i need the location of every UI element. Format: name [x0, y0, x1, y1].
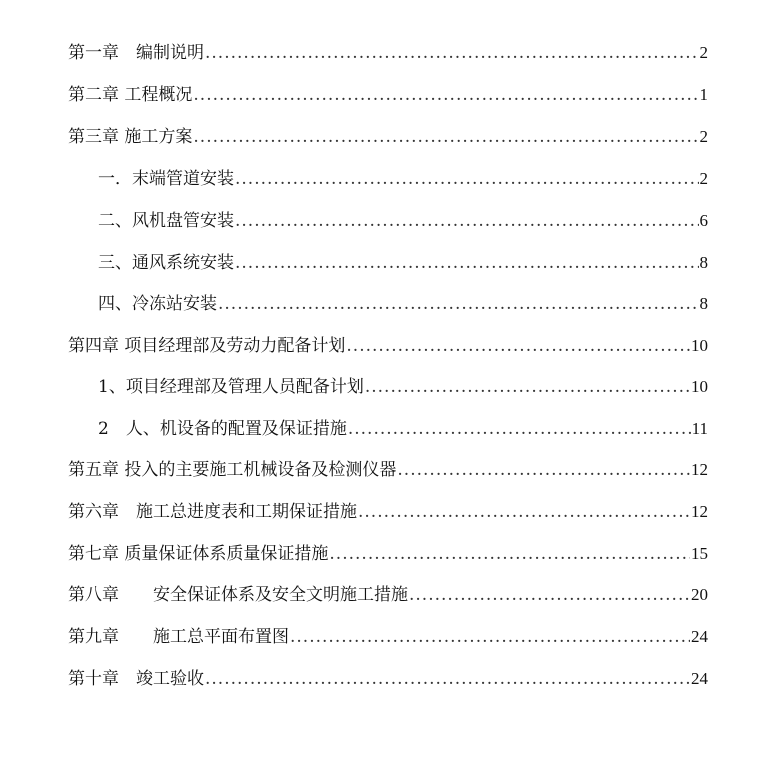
toc-entry[interactable]	[98, 293, 708, 315]
toc-entry-label: 第二章 工程概况	[68, 85, 193, 105]
toc-entry-page: 8	[699, 253, 708, 272]
toc-entry[interactable]	[68, 584, 708, 606]
toc-entry-label: 第一章 编制说明	[68, 43, 204, 63]
toc-entry[interactable]	[68, 126, 708, 148]
toc-entry[interactable]	[98, 168, 708, 190]
toc-entry-label: 第九章 施工总平面布置图	[68, 627, 289, 647]
toc-entry[interactable]	[68, 335, 708, 357]
toc-entry-page: 12	[691, 502, 708, 521]
toc-entry-page: 8	[699, 294, 708, 313]
toc-entry[interactable]	[68, 84, 708, 106]
toc-leader-dots	[397, 459, 690, 481]
toc-leader-dots	[205, 668, 690, 690]
toc-entry[interactable]	[98, 252, 708, 274]
toc-entry-page: 24	[691, 669, 708, 688]
toc-entry-page: 2	[699, 127, 708, 146]
toc-entry-page: 6	[699, 211, 708, 230]
toc-entry-label: 第三章 施工方案	[68, 127, 193, 147]
toc-leader-dots	[348, 418, 691, 440]
toc-entry-page: 10	[691, 377, 708, 396]
toc-entry-label: 一．末端管道安装	[98, 169, 234, 189]
toc-leader-dots	[365, 376, 690, 398]
toc-entry-page: 2	[699, 169, 708, 188]
toc-leader-dots	[329, 543, 690, 565]
toc-leader-dots	[409, 584, 690, 606]
toc-entry[interactable]	[68, 543, 708, 565]
toc-leader-dots	[193, 84, 698, 106]
toc-leader-dots	[235, 252, 699, 274]
toc-entry-label: 第五章 投入的主要施工机械设备及检测仪器	[68, 460, 397, 480]
toc-entry[interactable]	[98, 210, 708, 232]
toc-entry-page: 20	[691, 585, 708, 604]
toc-leader-dots	[218, 293, 699, 315]
toc-entry-label: 2 人、机设备的配置及保证措施	[98, 419, 347, 439]
toc-leader-dots	[235, 168, 699, 190]
toc-leader-dots	[235, 210, 699, 232]
toc-entry[interactable]	[98, 376, 708, 398]
toc-entry[interactable]	[68, 501, 708, 523]
toc-leader-dots	[193, 126, 698, 148]
toc-entry[interactable]	[68, 626, 708, 648]
toc-entry-label: 二、风机盘管安装	[98, 211, 234, 231]
toc-entry-label: 1、项目经理部及管理人员配备计划	[98, 377, 364, 397]
toc-entry[interactable]	[68, 668, 708, 690]
toc-entry-page: 11	[691, 419, 708, 438]
toc-entry-label: 第八章 安全保证体系及安全文明施工措施	[68, 585, 408, 605]
toc-entry-label: 三、通风系统安装	[98, 253, 234, 273]
toc-entry[interactable]	[68, 459, 708, 481]
toc-entry-label: 第四章 项目经理部及劳动力配备计划	[68, 336, 346, 356]
toc-leader-dots	[290, 626, 690, 648]
toc-entry[interactable]	[68, 42, 708, 64]
toc-entry-label: 四、冷冻站安装	[98, 294, 217, 314]
toc-entry-page: 24	[691, 627, 708, 646]
toc-entry-page: 10	[691, 336, 708, 355]
toc-entry-page: 15	[691, 544, 708, 563]
toc-leader-dots	[358, 501, 690, 523]
toc-leader-dots	[346, 335, 690, 357]
toc-entry-page: 2	[699, 43, 708, 62]
toc-entry-page: 1	[699, 85, 708, 104]
toc-entry[interactable]	[98, 418, 708, 440]
toc-entry-label: 第六章 施工总进度表和工期保证措施	[68, 502, 357, 522]
toc-leader-dots	[205, 42, 699, 64]
toc-entry-page: 12	[691, 460, 708, 479]
toc-entry-label: 第七章 质量保证体系质量保证措施	[68, 544, 329, 564]
toc-entry-label: 第十章 竣工验收	[68, 669, 204, 689]
